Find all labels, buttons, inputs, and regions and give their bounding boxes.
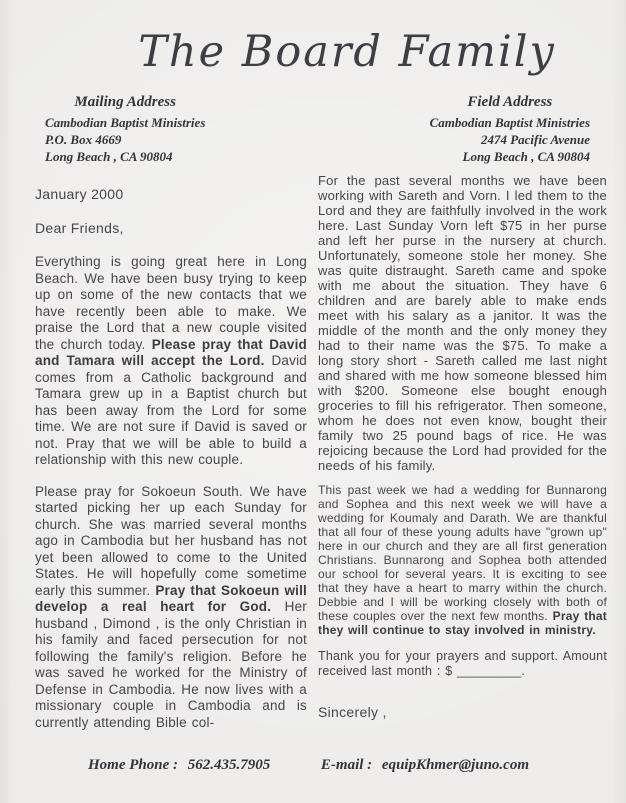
field-address-heading: Field Address [467,94,553,110]
email-label: E-mail : [320,757,373,773]
address-row [45,94,590,165]
field-address-block [430,94,590,165]
mailing-address-heading: Mailing Address [74,94,176,110]
paragraph-new-couple: Everything is going great here in Long Beach. We have been busy trying to keep up on some of the new contacts that we have recently been able to make. We praise the Lord that a new couple visited the church today. Please pray that David and Tamara will accept the Lord. David comes from a Catholic background and Tamara grew up in a Baptist church but has been away from the Lord for some time. We are not sure if David is saved or not. Pray that we will be able to build a relationship with this new couple. [35,254,307,467]
mailing-address-line: Cambodian Baptist Ministries [45,115,206,130]
letter-date: January 2000 [35,186,124,202]
home-phone-value: 562.435.7905 [187,757,271,773]
field-address-line: Long Beach , CA 90804 [462,149,590,164]
home-phone-label: Home Phone : [88,757,178,773]
paragraph-weddings: This past week we had a wedding for Bunnarong and Sophea and this next week we will have a wedding for Koumaly and Darath. We are thankful that all four of these young adults have "grown up" here in our church and they are all first generation Christians. Bunnarong and Sophea both attended our school for several years. It is exciting to see that they have a heart to marry within the church. Debbie and I will be working closely with both of these couples over the next few months. Pray that they will continue to stay involved in ministry. [318,483,607,637]
paragraph-sareth-vorn: For the past several months we have been working with Sareth and Vorn. I led them to the Lord and they are faithfully involved in the work here. Last Sunday Vorn left $75 in her purse and left her purse in the nursery at church. Unfortunately, someone stole her money. She was quite distraught. Sareth came and spoke with me about the situation. They have 6 children and are barely able to make ends meet with his salary as a janitor. It was the middle of the month and the only money they had to their name was the $75. To make a long story short - Sareth called me last night and shared with me how someone blessed him with $200. Someone else bought enough groceries to fill his refrigerator. Then someone, whom he does not even know, bought their family two 25 pound bags of rice. He was rejoicing because the Lord had provided for the needs of his family. [318,173,607,473]
mailing-address-line: Long Beach , CA 90804 [45,149,173,164]
mailing-address-block [45,94,205,165]
salutation: Dear Friends, [35,220,124,236]
field-address-line: Cambodian Baptist Ministries [429,115,590,130]
paragraph-sokoeun: Please pray for Sokoeun South. We have started picking her up each Sunday for church. She was married several months ago in Cambodia but her husband has not yet been allowed to come to the United States. He will hopefully come sometime early this summer. Pray that Sokoeun will develop a real heart for God. Her husband , Dimond , is the only Christian in his family and faced persecution for not following the family's religion. Before he was saved he worked for the Ministry of Defense in Cambodia. He now lives with a missionary couple in Cambodia and is currently attending Bible col- [35,483,307,730]
right-column [318,173,607,720]
letterhead-title: The Board Family [138,27,556,77]
email-value: equipKhmer@juno.com [381,757,529,773]
paragraph-thank-you: Thank you for your prayers and support. Amount received last month : $ _________. [318,649,607,678]
field-address-line: 2474 Pacific Avenue [480,132,590,147]
left-column [35,186,307,746]
mailing-address-line: P.O. Box 4669 [45,132,122,147]
footer [0,757,626,774]
home-phone [88,757,270,774]
email [321,757,529,774]
closing: Sincerely , [318,704,387,720]
